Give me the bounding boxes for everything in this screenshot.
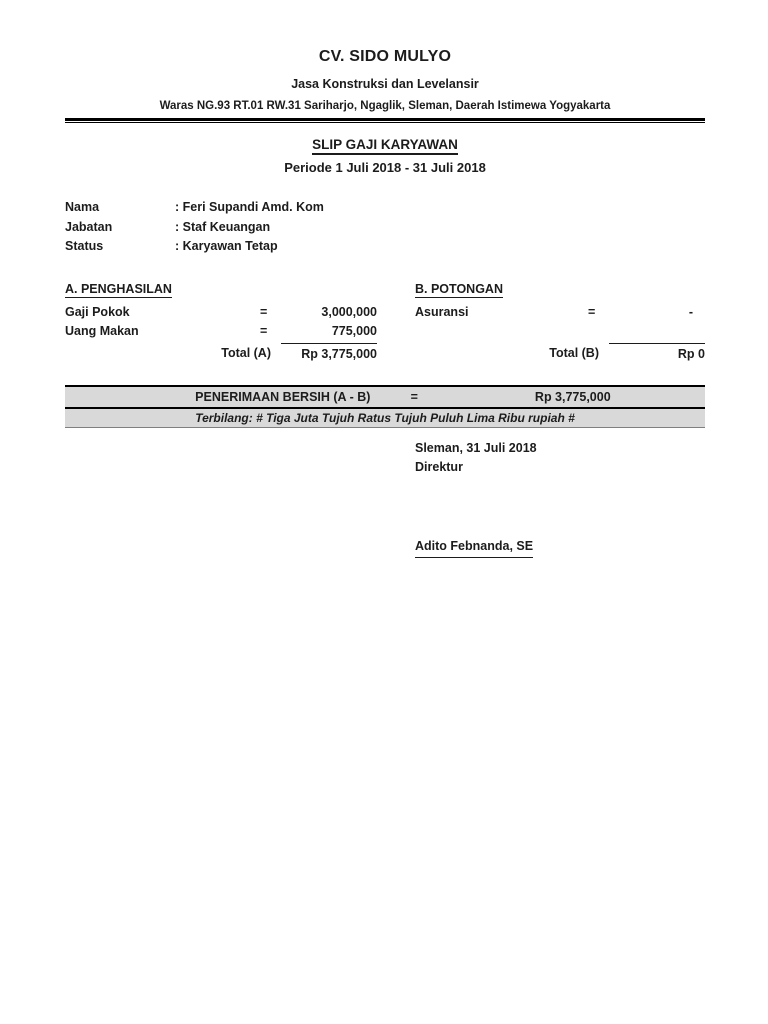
employee-row-jabatan (65, 218, 705, 238)
amount-in-words: Terbilang: # Tiga Juta Tujuh Ratus Tujuh Puluh Lima Ribu rupiah # (195, 410, 575, 425)
amount-in-words-band (65, 409, 705, 428)
signature-place-date: Sleman, 31 Juli 2018 (415, 440, 537, 455)
field-value-nama: : Feri Supandi Amd. Kom (175, 200, 324, 214)
employee-row-nama (65, 198, 705, 218)
row-amount: 3,000,000 (321, 304, 377, 319)
earnings-total-amount: Rp 3,775,000 (281, 343, 377, 365)
row-label: Gaji Pokok (65, 304, 130, 319)
earnings-section (65, 280, 377, 365)
employee-row-status (65, 237, 705, 257)
pay-period: Periode 1 Juli 2018 - 31 Juli 2018 (284, 160, 486, 175)
deductions-row-asuransi (415, 303, 705, 323)
row-amount: - (688, 304, 693, 319)
row-label: Uang Makan (65, 324, 139, 338)
letterhead-rule-thick (65, 118, 705, 121)
earnings-heading: A. PENGHASILAN (65, 281, 172, 296)
company-address: Waras NG.93 RT.01 RW.31 Sariharjo, Ngaglik, Sleman, Daerah Istimewa Yogyakarta (159, 100, 611, 112)
earnings-heading-row (65, 280, 377, 299)
net-pay-amount: Rp 3,775,000 (534, 389, 611, 404)
field-value-status: : Karyawan Tetap (175, 239, 278, 253)
field-label-nama: Nama (65, 200, 100, 214)
equals-sign: = (410, 389, 418, 404)
document-title: SLIP GAJI KARYAWAN (312, 137, 458, 155)
row-label: Asuransi (415, 304, 469, 319)
letterhead-rule-thin (65, 122, 705, 123)
deductions-heading: B. POTONGAN (415, 281, 503, 296)
earnings-row-gaji-pokok (65, 303, 377, 323)
deductions-empty-row (415, 322, 705, 342)
row-amount: 775,000 (331, 324, 377, 338)
employee-info (65, 198, 705, 257)
net-pay-band (65, 385, 705, 409)
signature-name: Adito Febnanda, SE (415, 537, 533, 559)
deductions-total-amount: Rp 0 (609, 343, 705, 365)
signature-role: Direktur (415, 460, 463, 474)
document-title-row (65, 136, 705, 153)
field-value-jabatan: : Staf Keuangan (175, 219, 271, 234)
signature-block (415, 439, 705, 559)
earnings-total-label: Total (A) (221, 345, 271, 360)
company-name: CV. SIDO MULYO (318, 48, 452, 65)
field-label-jabatan: Jabatan (65, 219, 113, 234)
deductions-total-row (415, 343, 705, 365)
deductions-total-label: Total (B) (549, 345, 599, 360)
deductions-heading-row (415, 280, 705, 299)
earnings-total-row (65, 343, 377, 365)
calc-columns (65, 280, 705, 365)
net-pay-label: PENERIMAAN BERSIH (A - B) (195, 389, 371, 404)
equals-sign: = (260, 304, 268, 319)
company-tagline: Jasa Konstruksi dan Levelansir (291, 77, 479, 91)
equals-sign: = (588, 304, 596, 319)
field-label-status: Status (65, 239, 104, 253)
letterhead (65, 47, 705, 112)
earnings-row-uang-makan (65, 322, 377, 342)
deductions-section (415, 280, 705, 365)
equals-sign: = (260, 324, 268, 338)
